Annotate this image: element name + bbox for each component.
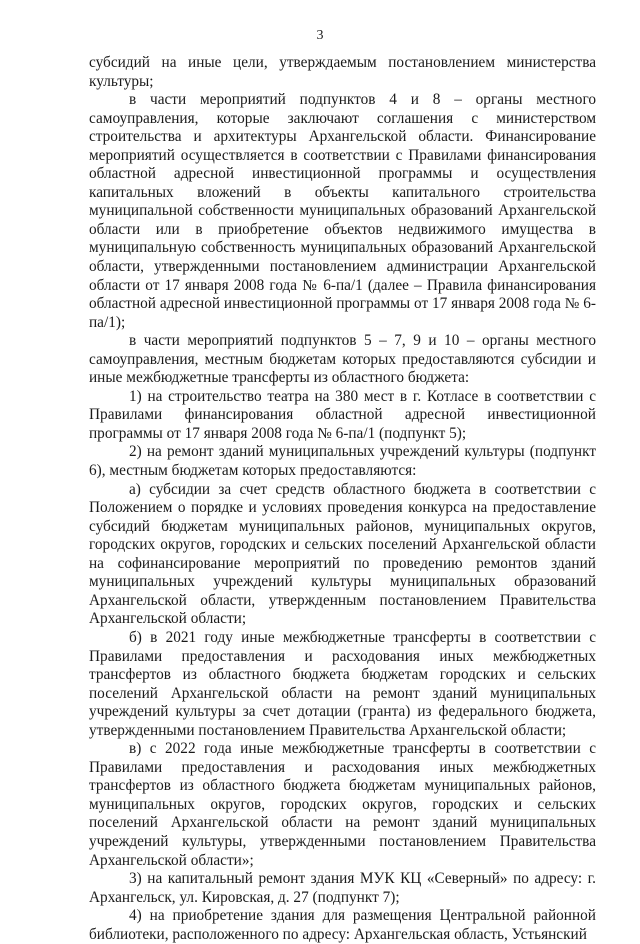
paragraph: а) субсидии за счет средств областного бюджета в соответствии с Положением о порядке и условиях проведения конкурса на предоставление субсидий бюджетам муниципальных районов, муниципальных округов, городских округов, городских и сельских поселений Архангельской области на софинансирование мероприятий по проведению ремонтов зданий муниципальных учреждений культуры муниципальных образований Архангельской области, утвержденным постановлением Правительства Архангельской области;	[89, 480, 596, 628]
page-number: 3	[316, 28, 324, 43]
paragraph: в части мероприятий подпунктов 4 и 8 – органы местного самоуправления, которые заключают соглашения с министерством строительства и архитектуры Архангельской области. Финансирование мероприятий осуществляется в соответствии с Правилами финансирования областной адресной инвестиционной программы и осуществления капитальных вложений в объекты капитального строительства муниципальной собственности муниципальных образований Архангельской области или в приобретение объектов недвижимого имущества в муниципальную собственность муниципальных образований Архангельской области, утвержденными постановлением администрации Архангельской области от 17 января 2008 года № 6-па/1 (далее – Правила финансирования областной адресной инвестиционной программы от 17 января 2008 года № 6-па/1);	[89, 91, 596, 331]
document-body	[89, 54, 596, 944]
paragraph: в части мероприятий подпунктов 5 – 7, 9 и 10 – органы местного самоуправления, местным бюджетам которых предоставляются субсидии и иные межбюджетные трансферты из областного бюджета:	[89, 332, 596, 387]
paragraph: 1) на строительство театра на 380 мест в г. Котласе в соответствии с Правилами финансирования областной адресной инвестиционной программы от 17 января 2008 года № 6-па/1 (подпункт 5);	[89, 387, 596, 442]
paragraph: 2) на ремонт зданий муниципальных учреждений культуры (подпункт 6), местным бюджетам которых предоставляются:	[89, 443, 596, 480]
paragraph: субсидий на иные цели, утверждаемым постановлением министерства культуры;	[89, 54, 596, 90]
paragraph: б) в 2021 году иные межбюджетные трансферты в соответствии с Правилами предоставления и расходования иных межбюджетных трансфертов из областного бюджета бюджетам городских и сельских поселений Архангельской области на ремонт зданий муниципальных учреждений культуры за счет дотации (гранта) из федерального бюджета, утвержденными постановлением Правительства Архангельской области;	[89, 628, 596, 739]
paragraph: 3) на капитальный ремонт здания МУК КЦ «Северный» по адресу: г. Архангельск, ул. Кировская, д. 27 (подпункт 7);	[89, 870, 596, 906]
paragraph: 4) на приобретение здания для размещения Центральной районной библиотеки, расположенного по адресу: Архангельская область, Устьянский	[89, 907, 596, 943]
paragraph: в) с 2022 года иные межбюджетные трансферты в соответствии с Правилами предоставления и расходования иных межбюджетных трансфертов из областного бюджета бюджетам муниципальных районов, муниципальных округов, городских округов, городских и сельских поселений Архангельской области на ремонт зданий муниципальных учреждений культуры, утвержденными постановлением Правительства Архангельской области»;	[89, 740, 596, 869]
